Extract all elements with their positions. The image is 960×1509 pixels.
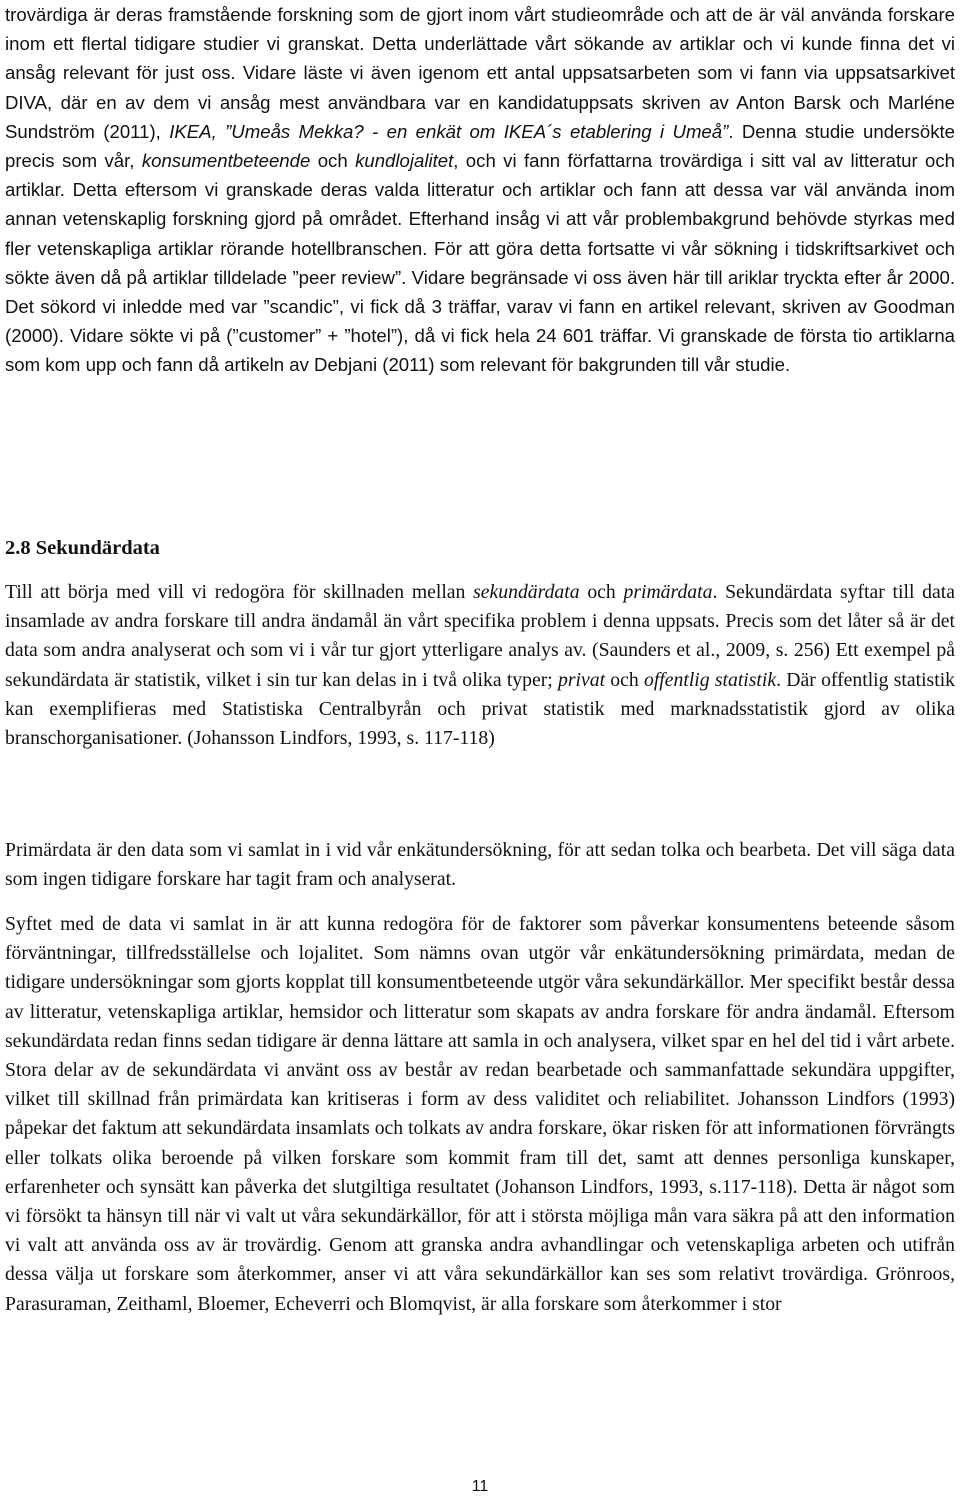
- page-number: 11: [471, 1478, 489, 1495]
- italic-term: offentlig statistik: [643, 668, 777, 691]
- paragraph-text: . Där offentlig statistik kan exemplifieras med Statistiska Centralbyrån och privat statistik med marknadsstatistik gjord av olika branschorganisationer. (Johansson Lindfors, 1993, s. 117-118): [5, 668, 956, 750]
- paragraph-text: . Denna studie undersökte precis som vår,: [5, 120, 956, 172]
- paragraph-text: Till att börja med vill vi redogöra för skillnaden mellan: [5, 581, 474, 603]
- body-paragraph-method: [5, 0, 955, 380]
- italic-term: primärdata: [623, 581, 713, 603]
- paragraph-text: och: [310, 150, 356, 172]
- italic-thesis-title: IKEA, ”Umeås Mekka? - en enkät om IKEA´s etablering i Umeå”: [169, 120, 729, 142]
- italic-term: kundlojalitet: [355, 150, 454, 172]
- paragraph-text: . Sekundärdata syftar till data insamlade av andra forskare till andra ändamål än vårt specifika problem i denna uppsats. Precis som det låter så är det data som andra analyserat och som vi i vår tur gjort ytterligare analys av. (Saunders et al., 2009, s. 256) Ett exempel på sekundärdata är statistik, vilket i sin tur kan delas in i två olika typer;: [5, 581, 955, 691]
- paragraph-text: , och vi fann författarna trovärdiga i sitt val av litteratur och artiklar. Detta eftersom vi granskade deras valda litteratur och artiklar och fann att dessa var väl använda inom annan vetenskaplig forskning gjord på området. Efterhand insåg vi att vår problembakgrund behövde styrkas med fler vetenskapliga artiklar rörande hotellbranschen. För att göra detta fortsatte vi vår sökning i tidskriftsarkivet och sökte även då på artiklar tilldelade ”peer review”. Vidare begränsade vi oss även här till ariklar tryckta efter år 2000. Det sökord vi inledde med var ”scandic”, vi fick då 3 träffar, varav vi fann en artikel relevant, skriven av Goodman (2000). Vidare sökte vi på (”customer” + ”hotel”), då vi fick hela 24 601 träffar. Vi granskade de första tio artiklarna som kom upp och fann då artikeln av Debjani (2011) som relevant för bakgrunden till vår studie.: [5, 150, 955, 376]
- section-heading: 2.8 Sekundärdata: [5, 537, 160, 559]
- body-paragraph-primary-data: Primärdata är den data som vi samlat in i vid vår enkätundersökning, för att sedan tolka och bearbeta. Det vill säga data som ingen tidigare forskare har tagit fram och analyserat.: [5, 839, 955, 891]
- italic-term: sekundärdata: [473, 581, 580, 603]
- paragraph-text: trovärdiga är deras framstående forskning som de gjort inom vårt studieområde och att de är väl använda forskare inom ett flertal tidigare studier vi granskat. Detta underlättade vårt sökande av artiklar och vi kunde finna det vi ansåg relevant för just oss. Vidare läste vi även igenom ett antal uppsatsarbeten som vi fann via uppsatsarkivet DIVA, där en av dem vi ansåg mest användbara var en kandidatuppsats skriven av Anton Barsk och Marléne Sundström (2011),: [5, 4, 955, 142]
- paragraph-text: och: [579, 581, 624, 603]
- body-paragraph-purpose: Syftet med de data vi samlat in är att kunna redogöra för de faktorer som påverkar konsumentens beteende såsom förväntningar, tillfredsställelse och lojalitet. Som nämns ovan utgör vår enkätundersökning primärdata, medan de tidigare undersökningar som gjorts kopplat till konsumentbeteende utgör våra sekundärkällor. Mer specifikt består dessa av litteratur, vetenskapliga artiklar, hemsidor och litteratur som skapats av andra forskare för andra ändamål. Eftersom sekundärdata redan finns sedan tidigare är denna lättare att samla in och analysera, vilket spar en hel del tid i vårt arbete. Stora delar av de sekundärdata vi använt oss av består av redan bearbetade och sammanfattade sekundära uppgifter, vilket till skillnad från primärdata kan kritiseras i form av dess validitet och reliabilitet. Johansson Lindfors (1993) påpekar det faktum att sekundärdata insamlats och tolkats av andra forskare, ökar risken för att informationen förvrängts eller tolkats olika beroende på vilken forskare som kommit fram till det, samt att dennes personliga kunskaper, erfarenheter och synsätt kan påverka det slutgiltiga resultatet (Johanson Lindfors, 1993, s.117-118). Detta är något som vi försökt ta hänsyn till när vi valt ut våra sekundärkällor, för att i största möjliga mån vara säkra på att den information vi valt att använda oss av är trovärdig. Genom att granska andra avhandlingar och vetenskapliga arbeten och utifrån dessa välja ut forskare som återkommer, anser vi att våra sekundärkällor kan ses som relativt trovärdiga. Grönroos, Parasuraman, Zeithaml, Bloemer, Echeverri och Blomqvist, är alla forskare som återkommer i stor: [5, 913, 955, 1315]
- italic-term: konsumentbeteende: [141, 150, 311, 172]
- italic-term: privat: [558, 668, 606, 691]
- body-paragraph-secondary-data: [5, 578, 955, 753]
- paragraph-text: och: [605, 668, 644, 691]
